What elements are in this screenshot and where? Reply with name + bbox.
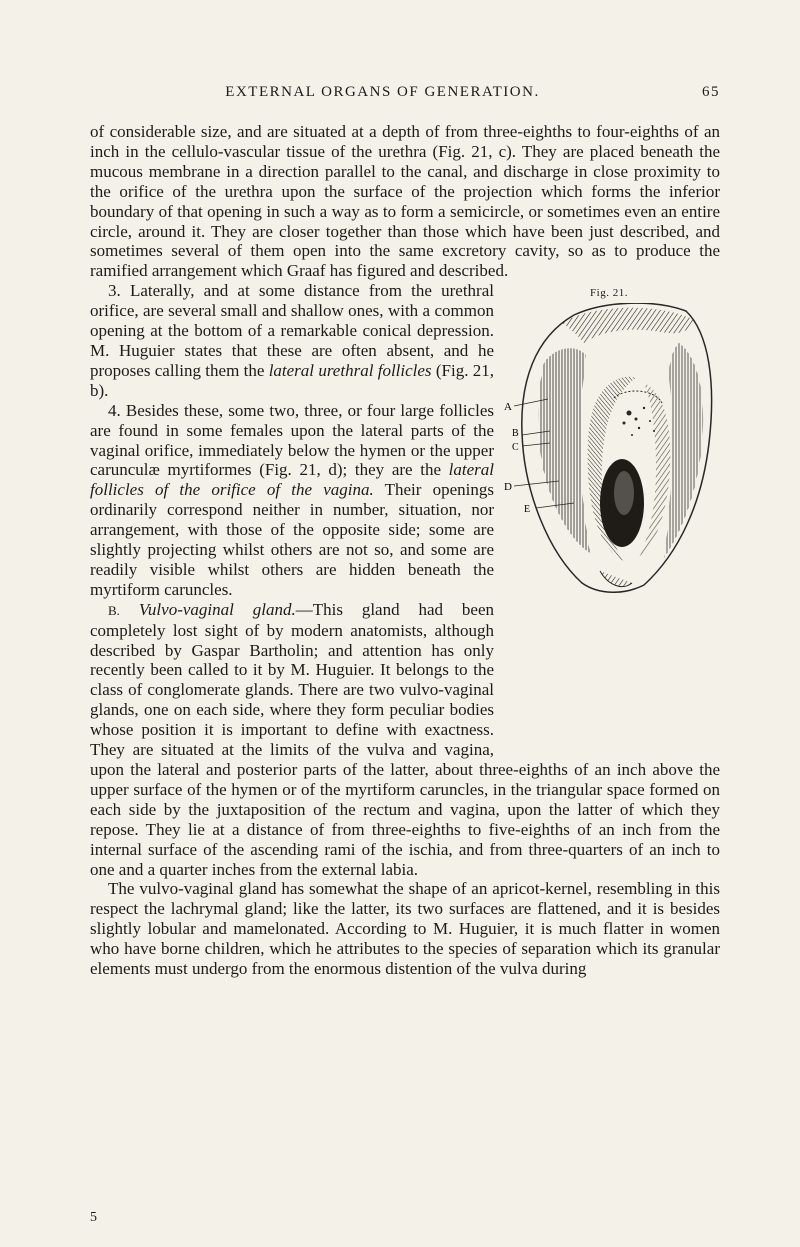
figure-label: Fig. 21. <box>590 287 628 300</box>
section-letter: B. <box>108 602 120 618</box>
running-head-title: EXTERNAL ORGANS OF GENERATION. <box>225 84 540 100</box>
paragraph-5-text: The vulvo-vaginal gland has somewhat the shape of an apricot-kernel, resembling in this respect the lachrymal gland; like the latter, its two surfaces are flattened, and it is besides slightly lobular and mamelonated. According to M. Huguier, it is much flatter in women who have borne children, which he attributes to the species of separation which its granular elements must undergo from the enormous distention of the vulva during <box>90 879 720 979</box>
anatomical-engraving <box>504 303 720 593</box>
paragraph-2-text-b: (Fig. 21, b). <box>90 360 494 400</box>
paragraph-1-text: of considerable size, and are situated at a depth of from three-eighths to four-eighths of an inch in the cellulo-vascular tissue of the urethra (Fig. 21, c). They are placed beneath the mucous membrane in a direction parallel to the canal, and discharge in close proximity to the orifice of the urethra upon the surface of the projection which forms the inferior boundary of that opening in such a way as to form a semicircle, or sometimes even an entire circle, around it. They are closer together than those which have been just described, and sometimes several of them open into the same excretory cavity, so as to produce the ramified arrangement which Graaf has figured and described. <box>90 122 720 281</box>
label-d: D <box>504 481 512 494</box>
figure-21 <box>504 281 720 743</box>
paragraph-2-text-a: 3. Laterally, and at some distance from the urethral orifice, are several small and shallow ones, with a common opening at the bottom of a remarkable conical depression. M. Huguier states that these are often absent, and he proposes calling them the <box>90 281 494 380</box>
section-heading: Vulvo-vaginal gland. <box>138 599 296 619</box>
label-a: A <box>504 401 512 414</box>
body-text <box>90 122 720 979</box>
paragraph-1 <box>90 122 720 281</box>
paragraph-3-text-b: Their openings ordinarily correspond neither in number, situation, nor arrangement, with those of the opposite side; some are slightly projecting whilst others are not so, and some are readily visible whilst others are hidden beneath the myrtiform caruncles. <box>90 480 494 599</box>
paragraph-3-emphasis: lateral follicles of the orifice of the vagina. <box>90 460 494 500</box>
page-number: 65 <box>702 84 720 100</box>
paragraph-5 <box>90 879 720 979</box>
paragraph-3-text-a: 4. Besides these, some two, three, or four large follicles are found in some females upon the lateral parts of the vaginal orifice, immediately below the hymen or the upper carunculæ myrtiformes (Fig. 21, d); they are the <box>90 400 494 480</box>
paragraph-2-emphasis: lateral urethral follicles <box>268 360 432 380</box>
label-e: E <box>524 504 531 516</box>
label-c: C <box>512 442 519 454</box>
label-b: B <box>512 428 519 440</box>
signature-mark: 5 <box>90 1210 97 1225</box>
paragraph-4-text: —This gland had been completely lost sight of by modern anatomists, although described by Gaspar Bartholin; and attention has only recently been called to it by M. Huguier. It belongs to the class of conglomerate glands. There are two vulvo-vaginal glands, one on each side, where they form peculiar bodies whose position it is important to define with exactness. They are situated at the limits of the vulva and vagina, upon the lateral and posterior parts of the latter, about three-eighths of an inch above the upper surface of the hymen or of the myrtiform caruncles, in the triangular space formed on each side by the juxtaposition of the rectum and vagina, upon the latter of which they repose. They lie at a distance of from three-eighths to five-eighths of an inch from the internal surface of the ascending rami of the ischia, and from three-quarters of an inch to one and a quarter inches from the external labia. <box>90 599 720 879</box>
